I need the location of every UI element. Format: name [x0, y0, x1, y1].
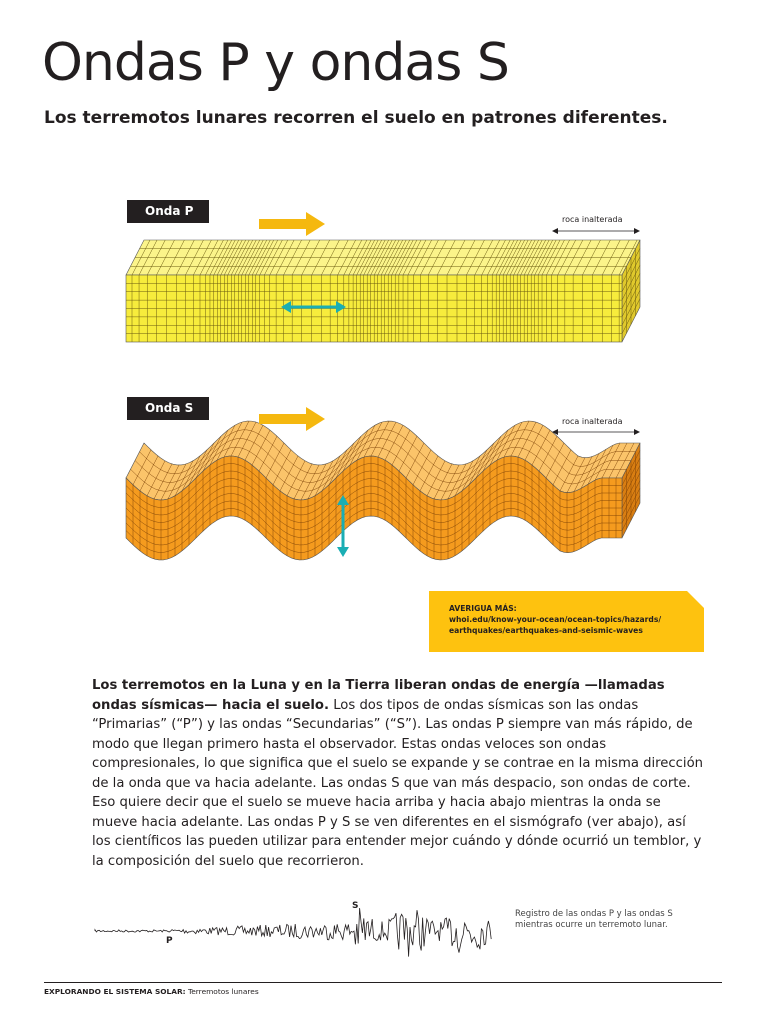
s-wave-block [126, 421, 640, 560]
s-motion-arrow-down [337, 547, 349, 557]
seismogram-p-label: P [166, 936, 173, 946]
body-lead: Los terremotos en la Luna y en la Tierra liberan ondas de energía —llamadas ondas sísmicas— hacia el suelo. [92, 678, 665, 713]
p-wave-block [126, 240, 640, 342]
s-direction-arrow [259, 407, 325, 431]
body-text: Los dos tipos de ondas sísmicas son las ondas “Primarias” (“P”) y las ondas “Secundarias” (“S”). Las ondas P siempre van más rápido, de modo que llegan primero hasta el observador. Estas ondas veloces son ondas compresionales, lo que significa que el suelo se expande y se contrae en la misma dirección de la onda que va hacia adelante. Las ondas S que van más despacio, son ondas de corte. Eso quiere decir que el suelo se mueve hacia arriba y hacia abajo mientras la onda se mueve hacia adelante. Las ondas P y S se ven diferentes en el sismógrafo (ver abajo), así los científicos las pueden utilizar para entender mejor cuándo y dónde ocurrió un temblor, y la composición del suelo que recorrieron. [92, 697, 703, 869]
p-direction-arrow [259, 212, 325, 236]
s-wave-label: Onda S [127, 397, 209, 420]
seismogram-trace [0, 895, 768, 975]
page-footer [44, 987, 259, 996]
seismogram-line [95, 908, 491, 957]
footer-topic: Terremotos lunares [185, 987, 259, 996]
page-subtitle: Los terremotos lunares recorren el suelo en patrones diferentes. [44, 108, 668, 128]
p-unaltered-rock-label: roca inalterada [562, 215, 623, 224]
learn-more-callout [429, 591, 704, 652]
callout-link-line-1[interactable]: whoi.edu/know-your-ocean/ocean-topics/hazards/ [449, 615, 662, 624]
callout-link-line-2[interactable]: earthquakes/earthquakes-and-seismic-waves [449, 626, 643, 635]
footer-section: EXPLORANDO EL SISTEMA SOLAR: [44, 987, 186, 996]
s-unaltered-rock-label: roca inalterada [562, 417, 623, 426]
body-paragraph [92, 676, 708, 871]
seismogram-caption: Registro de las ondas P y las ondas S mientras ocurre un terremoto lunar. [515, 909, 673, 930]
callout-heading: AVERIGUA MÁS: [449, 604, 517, 613]
seismogram-s-label: S [352, 901, 359, 911]
page-title: Ondas P y ondas S [42, 33, 509, 93]
footer-divider [44, 982, 722, 983]
p-wave-label: Onda P [127, 200, 209, 223]
